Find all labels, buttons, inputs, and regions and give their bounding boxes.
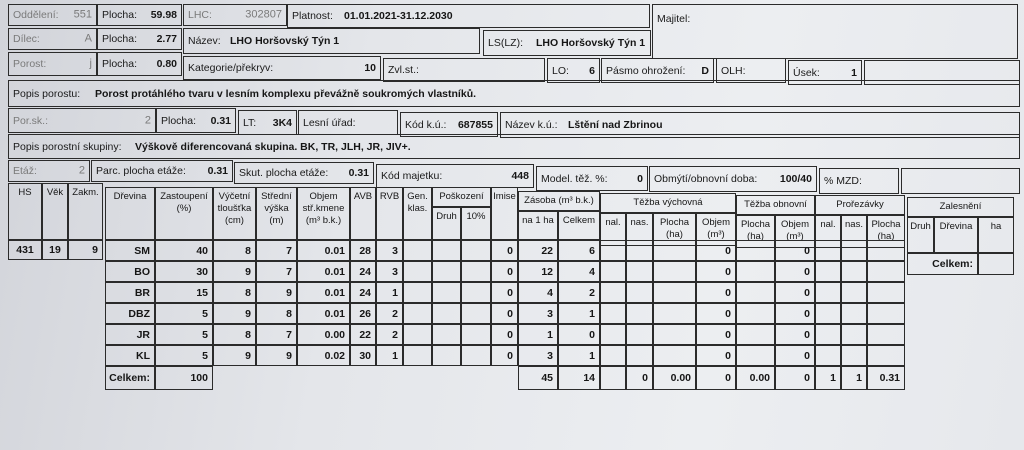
avb-header: AVB: [350, 187, 376, 240]
table-cell: [653, 345, 696, 366]
table-cell: 0: [775, 303, 815, 324]
plocha-dilec-field: [97, 28, 182, 50]
plocha-porost-field: [97, 52, 182, 76]
table-cell: 0: [696, 282, 736, 303]
mzd-label: % MZD:: [824, 174, 862, 187]
mzd-field: [819, 168, 899, 194]
zalesneni-drevina-header: Dřevina: [934, 217, 978, 253]
kod-majetku-field: [376, 164, 534, 188]
hs-header: HS: [8, 183, 42, 240]
majitel-label: Majitel:: [657, 13, 691, 25]
table-cell: 7: [256, 240, 297, 261]
table-cell: [600, 282, 626, 303]
table-cell: [653, 240, 696, 261]
lslz-value: LHO Horšovský Týn 1: [536, 36, 646, 49]
porost-value: j: [89, 57, 92, 70]
etaz-value: 2: [78, 164, 85, 177]
table-cell: 0: [558, 324, 600, 345]
lt-value: 3K4: [272, 116, 292, 129]
nazevku-value: Lštění nad Zbrinou: [568, 118, 663, 131]
popis-porostu-value: Porost protáhlého tvaru v lesním komplexu převážně soukromých vlastníků.: [95, 87, 477, 100]
table-cell: [432, 240, 461, 261]
lt-label: LT:: [243, 116, 257, 129]
table-cell: [600, 303, 626, 324]
table-cell: 9: [256, 345, 297, 366]
porsk-field: [8, 108, 156, 133]
zalesneni-celkem-value: [978, 253, 1014, 275]
table-cell: 30: [155, 261, 213, 282]
table-cell: 0.01: [297, 261, 350, 282]
vycetni-header: Výčetní tloušťka (cm): [213, 187, 256, 240]
objem-header: Objem stř.kmene (m³ b.k.): [297, 187, 350, 240]
empty-field: [901, 168, 1020, 194]
table-cell: 0: [696, 261, 736, 282]
poskozeni-header: Poškození: [432, 187, 491, 207]
table-cell: [626, 303, 653, 324]
zakm-header: Zakm.: [68, 183, 103, 240]
table-cell: [867, 345, 905, 366]
plocha-value: 59.98: [150, 8, 177, 21]
table-cell: [815, 240, 841, 261]
nazevku-label: Název k.ú.:: [505, 118, 558, 131]
zasoba-header: Zásoba (m³ b.k.): [518, 191, 600, 211]
vek-value: 19: [42, 240, 68, 260]
popis-skupiny-label: Popis porostní skupiny:: [13, 140, 122, 153]
plocha-label: Plocha:: [102, 32, 138, 45]
table-cell: [736, 240, 775, 261]
table-cell: 3: [376, 240, 403, 261]
lesni-urad-label: Lesní úřad:: [303, 116, 356, 129]
table-cell: 4: [558, 261, 600, 282]
table-cell: [626, 324, 653, 345]
usek-label: Úsek:: [793, 66, 820, 79]
table-cell: 0.01: [297, 240, 350, 261]
prorezavky-header: Prořezávky: [815, 195, 905, 215]
plocha-porsk-field: [156, 108, 236, 133]
lo-value: 6: [589, 64, 595, 77]
table-cell: [461, 345, 491, 366]
table-cell: [461, 240, 491, 261]
zalesneni-druh-header: Druh: [907, 217, 934, 253]
table-cell: [432, 282, 461, 303]
model-value: 0: [637, 172, 643, 185]
table-cell: [403, 282, 432, 303]
totals-na1ha: 45: [518, 366, 558, 390]
porsk-label: Por.sk.:: [13, 114, 49, 127]
table-cell: 22: [350, 324, 376, 345]
kategorie-label: Kategorie/překryv:: [188, 61, 274, 74]
table-cell: 0: [696, 303, 736, 324]
table-cell: [841, 240, 867, 261]
olh-label: OLH:: [721, 64, 746, 77]
pasmo-value: D: [701, 64, 709, 77]
table-cell: 1: [558, 303, 600, 324]
table-cell: 22: [518, 240, 558, 261]
table-cell: 5: [155, 345, 213, 366]
table-cell: [626, 282, 653, 303]
table-cell: 8: [256, 303, 297, 324]
celkem-header: Celkem: [558, 211, 600, 240]
table-cell: [653, 303, 696, 324]
table-cell: 0: [696, 324, 736, 345]
parc-value: 0.31: [207, 164, 228, 177]
zvlst-label: Zvl.st.:: [388, 63, 419, 76]
table-cell: 8: [213, 240, 256, 261]
tv-objem-header: Objem (m³): [696, 213, 736, 246]
table-cell: 1: [518, 324, 558, 345]
model-field: [536, 166, 648, 191]
table-cell: 3: [376, 261, 403, 282]
porsk-value: 2: [144, 114, 151, 127]
table-cell: [815, 261, 841, 282]
table-cell: 5: [155, 303, 213, 324]
plocha-label: Plocha:: [102, 8, 138, 21]
tv-nal-header: nal.: [600, 213, 626, 246]
table-cell: [432, 324, 461, 345]
na1ha-header: na 1 ha: [518, 211, 558, 240]
table-cell: [867, 240, 905, 261]
lhc-value: 302807: [245, 8, 282, 21]
platnost-label: Platnost:: [292, 9, 333, 22]
druh-header: Druh: [432, 207, 461, 240]
totals-tv-objem: 0: [696, 366, 736, 390]
table-cell: 9: [213, 261, 256, 282]
etaz-label: Etáž:: [13, 164, 37, 177]
zalesneni-celkem-label: Celkem:: [907, 253, 978, 275]
table-cell: [736, 261, 775, 282]
totals-cell: [600, 366, 626, 390]
table-cell: 8: [213, 324, 256, 345]
table-cell: 6: [558, 240, 600, 261]
table-cell: [841, 345, 867, 366]
table-cell: [600, 240, 626, 261]
table-cell: 1: [558, 345, 600, 366]
table-cell: 0.00: [297, 324, 350, 345]
totals-tv-plocha: 0.00: [653, 366, 696, 390]
table-cell: [626, 261, 653, 282]
stredni-header: Střední výška (m): [256, 187, 297, 240]
totals-tv-nas: 0: [626, 366, 653, 390]
species-cell: DBZ: [105, 303, 155, 324]
table-cell: 0.01: [297, 282, 350, 303]
to-objem-header: Objem (m³): [775, 215, 815, 248]
table-cell: [626, 240, 653, 261]
table-cell: [867, 303, 905, 324]
table-cell: 26: [350, 303, 376, 324]
table-cell: [841, 303, 867, 324]
table-cell: 7: [256, 324, 297, 345]
usek-value: 1: [851, 66, 857, 79]
table-cell: [815, 282, 841, 303]
table-cell: [736, 282, 775, 303]
table-cell: [461, 282, 491, 303]
obmyti-label: Obmýtí/obnovní doba:: [654, 172, 758, 185]
skut-field: [234, 162, 374, 184]
table-cell: 0: [491, 240, 518, 261]
plocha-label: Plocha:: [102, 57, 138, 70]
table-cell: [867, 261, 905, 282]
kategorie-field: [183, 56, 381, 80]
imise-header: Imise: [491, 187, 518, 240]
table-cell: 2: [376, 324, 403, 345]
kodku-label: Kód k.ú.:: [405, 118, 447, 131]
table-cell: [403, 345, 432, 366]
p10-header: 10%: [461, 207, 491, 240]
table-cell: 1: [376, 282, 403, 303]
tv-nas-header: nas.: [626, 213, 653, 246]
zakm-value: 9: [68, 240, 103, 260]
pr-nal-header: nal.: [815, 215, 841, 248]
lesni-urad-field: [298, 110, 398, 135]
table-cell: [403, 261, 432, 282]
lhc-label: LHC:: [188, 8, 212, 21]
table-cell: 0: [775, 261, 815, 282]
totals-zastoupeni: 100: [155, 366, 213, 390]
table-cell: [403, 303, 432, 324]
table-cell: 2: [376, 303, 403, 324]
parc-field: [91, 160, 233, 182]
table-cell: 0: [775, 240, 815, 261]
table-cell: 0: [491, 324, 518, 345]
table-cell: [432, 261, 461, 282]
table-cell: [403, 324, 432, 345]
drevina-header: Dřevina: [105, 187, 155, 240]
lslz-label: LS(LZ):: [488, 36, 524, 49]
table-cell: 9: [213, 303, 256, 324]
skut-value: 0.31: [348, 166, 369, 179]
zalesneni-ha-header: ha: [978, 217, 1014, 253]
table-cell: [432, 303, 461, 324]
tezba-obnovni-header: Těžba obnovní: [736, 195, 815, 215]
totals-pr-nal: 1: [815, 366, 841, 390]
obmyti-field: [649, 166, 817, 192]
popis-porostu-label: Popis porostu:: [13, 87, 81, 100]
oddeleni-value: 551: [73, 8, 92, 21]
table-cell: [461, 261, 491, 282]
table-cell: [815, 345, 841, 366]
table-cell: 15: [155, 282, 213, 303]
porost-label: Porost:: [13, 57, 47, 70]
table-cell: [600, 324, 626, 345]
table-cell: 0: [491, 303, 518, 324]
table-cell: 40: [155, 240, 213, 261]
lslz-field: [483, 30, 651, 56]
table-cell: [867, 324, 905, 345]
nazev-value: LHO Horšovský Týn 1: [230, 34, 340, 47]
lt-field: [238, 110, 297, 135]
table-cell: 2: [558, 282, 600, 303]
table-cell: 0.02: [297, 345, 350, 366]
popis-skupiny-value: Výškově diferencovaná skupina. BK, TR, JLH, JR, JIV+.: [135, 140, 411, 153]
table-cell: 24: [350, 261, 376, 282]
hs-value: 431: [8, 240, 42, 260]
table-cell: 4: [518, 282, 558, 303]
table-cell: 28: [350, 240, 376, 261]
totals-to-plocha: 0.00: [736, 366, 775, 390]
table-cell: 3: [518, 345, 558, 366]
table-cell: 0: [775, 324, 815, 345]
table-cell: 9: [256, 282, 297, 303]
table-cell: [867, 282, 905, 303]
totals-label: Celkem:: [105, 366, 155, 390]
kod-majetku-label: Kód majetku:: [381, 169, 443, 182]
vek-header: Věk: [42, 183, 68, 240]
table-cell: [841, 324, 867, 345]
kodku-value: 687855: [457, 118, 493, 131]
table-cell: [653, 261, 696, 282]
species-cell: BR: [105, 282, 155, 303]
obmyti-value: 100/40: [779, 172, 812, 185]
table-cell: [600, 345, 626, 366]
dilec-value: A: [84, 32, 92, 45]
plocha-label: Plocha:: [161, 114, 197, 127]
oddeleni-label: Oddělení:: [13, 8, 59, 21]
platnost-field: [287, 4, 650, 28]
table-cell: [432, 345, 461, 366]
table-cell: 0: [696, 240, 736, 261]
gen-header: Gen. klas.: [403, 187, 432, 240]
table-cell: [626, 345, 653, 366]
plocha-value: 0.31: [210, 114, 231, 127]
zalesneni-title: Zalesnění: [907, 197, 1014, 217]
kategorie-value: 10: [364, 61, 376, 74]
table-cell: [815, 303, 841, 324]
platnost-value: 01.01.2021-31.12.2030: [344, 9, 453, 22]
table-cell: [403, 240, 432, 261]
pr-plocha-header: Plocha (ha): [867, 215, 905, 248]
table-cell: [461, 303, 491, 324]
table-cell: [736, 324, 775, 345]
table-cell: [841, 282, 867, 303]
table-cell: 0: [491, 345, 518, 366]
popis-porostu-field: [8, 80, 1020, 107]
table-cell: 0: [696, 345, 736, 366]
table-cell: 0.01: [297, 303, 350, 324]
plocha-value: 2.77: [156, 32, 177, 45]
table-cell: 12: [518, 261, 558, 282]
plocha-value: 0.80: [156, 57, 177, 70]
totals-pr-nas: 1: [841, 366, 867, 390]
table-cell: 8: [213, 282, 256, 303]
rvb-header: RVB: [376, 187, 403, 240]
table-cell: [815, 324, 841, 345]
oddeleni-field: [8, 4, 97, 26]
kod-majetku-value: 448: [511, 169, 529, 182]
table-cell: [841, 261, 867, 282]
pasmo-label: Pásmo ohrožení:: [606, 64, 686, 77]
totals-to-objem: 0: [775, 366, 815, 390]
species-cell: JR: [105, 324, 155, 345]
table-cell: [736, 303, 775, 324]
zvlst-field: [383, 58, 545, 82]
table-cell: [653, 282, 696, 303]
to-plocha-header: Plocha (ha): [736, 215, 775, 248]
totals-pr-plocha: 0.31: [867, 366, 905, 390]
table-cell: 24: [350, 282, 376, 303]
lo-label: LO:: [552, 64, 569, 77]
species-cell: BO: [105, 261, 155, 282]
table-cell: 9: [213, 345, 256, 366]
nazev-label: Název:: [188, 34, 221, 47]
plocha-oddeleni-field: [97, 4, 182, 26]
table-cell: [653, 324, 696, 345]
tv-plocha-header: Plocha (ha): [653, 213, 696, 246]
table-cell: [600, 261, 626, 282]
species-cell: SM: [105, 240, 155, 261]
table-cell: 5: [155, 324, 213, 345]
majitel-field: [652, 4, 1018, 59]
tezba-vychovna-header: Těžba výchovná: [600, 193, 736, 213]
pr-nas-header: nas.: [841, 215, 867, 248]
dilec-field: [8, 28, 97, 50]
table-cell: 30: [350, 345, 376, 366]
etaz-field: [8, 160, 90, 182]
totals-celkem: 14: [558, 366, 600, 390]
table-cell: 0: [775, 282, 815, 303]
zastoupeni-header: Zastoupení (%): [155, 187, 213, 240]
table-cell: [736, 345, 775, 366]
skut-label: Skut. plocha etáže:: [239, 166, 329, 179]
dilec-label: Dílec:: [13, 32, 40, 45]
porost-field: [8, 52, 97, 76]
model-label: Model. těž. %:: [541, 172, 608, 185]
table-cell: [461, 324, 491, 345]
table-cell: 0: [491, 261, 518, 282]
table-cell: 0: [775, 345, 815, 366]
table-cell: 7: [256, 261, 297, 282]
lhc-field: [183, 4, 287, 26]
table-cell: 1: [376, 345, 403, 366]
table-cell: 3: [518, 303, 558, 324]
popis-skupiny-field: [8, 134, 1020, 159]
parc-label: Parc. plocha etáže:: [96, 164, 186, 177]
nazev-field: [183, 28, 480, 54]
table-cell: 0: [491, 282, 518, 303]
species-cell: KL: [105, 345, 155, 366]
